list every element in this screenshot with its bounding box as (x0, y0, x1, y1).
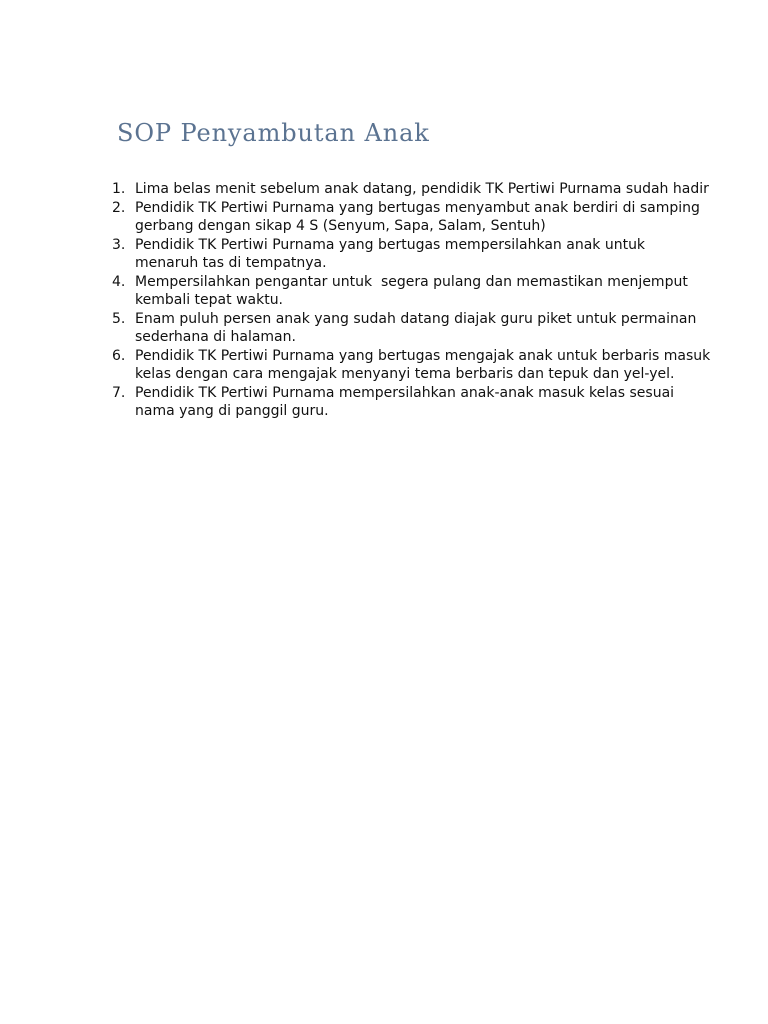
list-item (112, 180, 712, 199)
document-title: SOP Penyambutan Anak (117, 119, 430, 147)
step-text: Pendidik TK Pertiwi Purnama yang bertugas mengajak anak untuk berbaris masuk kelas dengan cara mengajak menyanyi tema berbaris dan tepuk dan yel-yel. (135, 347, 715, 382)
step-number: 7. (112, 384, 126, 401)
list-item (112, 384, 712, 421)
step-number: 1. (112, 181, 126, 197)
step-text: Mempersilahkan pengantar untuk segera pulang dan memastikan menjemput kembali tepat waktu. (135, 273, 693, 308)
step-number: 3. (112, 236, 126, 253)
step-number: 6. (112, 347, 126, 364)
step-text: Pendidik TK Pertiwi Purnama yang bertugas mempersilahkan anak untuk menaruh tas di tempatnya. (135, 236, 650, 271)
list-item (112, 199, 712, 236)
list-item (112, 273, 712, 310)
step-number: 2. (112, 199, 126, 216)
step-text: Pendidik TK Pertiwi Purnama mempersilahkan anak-anak masuk kelas sesuai nama yang di panggil guru. (135, 384, 679, 419)
list-item (112, 347, 715, 384)
step-number: 4. (112, 273, 126, 290)
step-text: Pendidik TK Pertiwi Purnama yang bertugas menyambut anak berdiri di samping gerbang dengan sikap 4 S (Senyum, Sapa, Salam, Sentuh) (135, 199, 705, 234)
step-number: 5. (112, 310, 126, 327)
sop-steps-list (112, 180, 715, 421)
list-item (112, 236, 712, 273)
list-item (112, 310, 712, 347)
step-text: Lima belas menit sebelum anak datang, pendidik TK Pertiwi Purnama sudah hadir (135, 181, 709, 197)
step-text: Enam puluh persen anak yang sudah datang diajak guru piket untuk permainan sederhana di halaman. (135, 310, 701, 345)
